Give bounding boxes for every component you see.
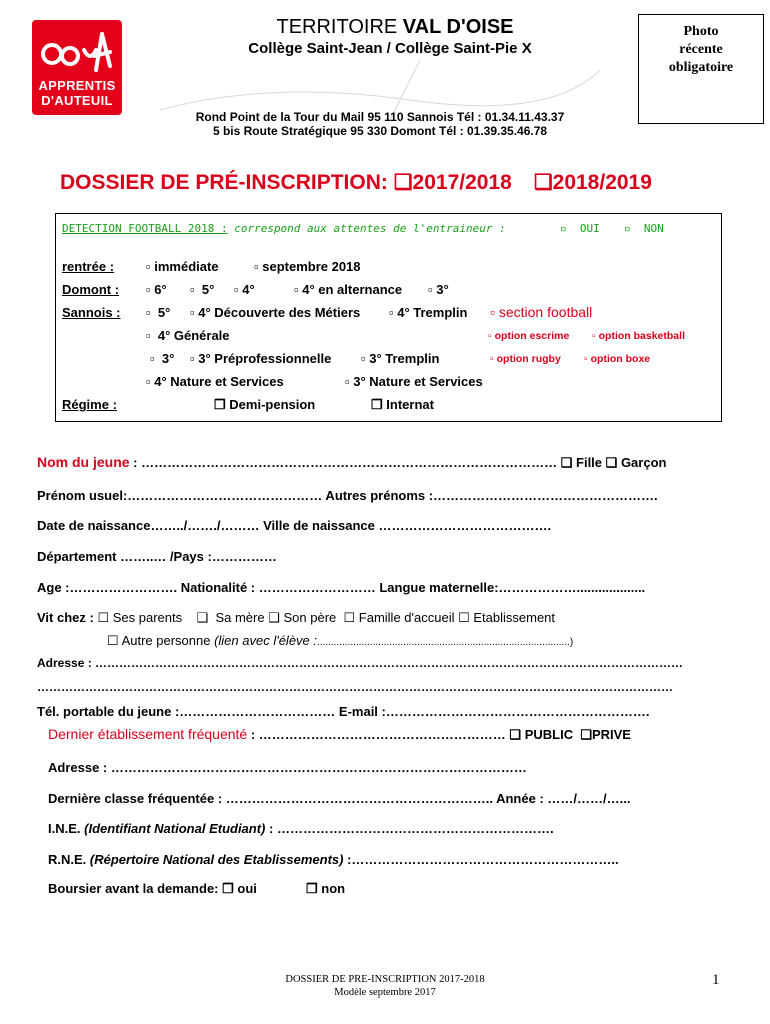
option-basketball-label: option basketball [598,330,685,342]
vit-etablissement-label: Etablissement [473,610,556,625]
detection-non-label: NON [643,222,664,235]
tel-email-field[interactable]: Tél. portable du jeune :……………………………… E-mail :……………………………………………………. [37,704,650,719]
logo-figures-icon [40,26,114,78]
dernier-etab-label: Dernier établissement fréquenté [48,726,248,742]
rentree-immediate[interactable]: ▫ immédiate [146,259,219,274]
adresse-line2[interactable]: …………………………………………………………………………………………………………………………………………… [37,680,673,694]
boursier-oui-label: oui [237,881,257,896]
age-field[interactable]: Age :……………………. Nationalité : ……………………… Langue maternelle:………………................... [37,580,646,595]
sannois-3-label: 3° [161,351,175,366]
detection-label: DETECTION FOOTBALL 2018 : [62,222,228,235]
logo-text-line2: D'AUTEUIL [41,93,113,108]
boursier-field [48,881,257,897]
sannois-4-nature[interactable]: ▫ 4° Nature et Services [146,374,284,389]
domont-4-alternance-label: 4° en alternance [302,282,403,297]
detection-non[interactable]: ▫ NON [624,222,664,235]
adresse-field[interactable]: Adresse : ………………………………………………………………………………………………………………………………… [37,656,684,670]
sannois-3-nature-label: 3° Nature et Services [353,374,483,389]
college-names: Collège Saint-Jean / Collège Saint-Pie X [248,40,532,57]
rne-field[interactable] [48,852,619,867]
rentree-septembre-label: septembre 2018 [262,259,361,274]
territory-prefix: TERRITOIRE [276,16,403,38]
detection-note: correspond aux attentes de l'entraineur : [234,222,506,235]
vit-parents-label: Ses parents [112,610,183,625]
sannois-3-nature[interactable]: ▫ 3° Nature et Services [345,374,483,389]
public-checkbox[interactable]: ❑ PUBLIC [509,727,574,742]
dernier-etab-field[interactable] [48,726,631,743]
vit-parents[interactable]: ☐ Ses parents [97,610,183,625]
prenom-field[interactable]: Prénom usuel:……………………………………… Autres prénoms :……………………………………………. [37,488,658,503]
autre-personne-label: Autre personne [121,633,215,648]
derniere-classe-field[interactable]: Dernière classe fréquentée : …………………………………………………….. Année : ……/……/…... [48,791,631,806]
domont-3[interactable]: ▫ 3° [428,282,449,297]
ine-field[interactable] [48,821,554,836]
domont-5-label: 5° [201,282,215,297]
domont-4-alternance[interactable]: ▫ 4° en alternance [294,282,403,297]
sannois-4-decouverte-label: 4° Découverte des Métiers [198,305,361,320]
address-domont: 5 bis Route Stratégique 95 330 Domont Tél : 01.39.35.46.78 [212,124,548,138]
year2-checkbox[interactable]: ❑ [533,171,553,194]
domont-6[interactable]: ▫ 6° [146,282,167,297]
year1-checkbox[interactable]: ❑ [393,171,413,194]
ine-prefix: I.N.E. [48,821,85,836]
vit-mere-label: Sa mère [215,610,265,625]
vit-etablissement[interactable]: ☐ Etablissement [458,610,556,625]
regime-internat[interactable]: ❒ Internat [371,397,434,412]
vit-pere[interactable]: ❑ Son père [268,610,337,625]
territory-name: VAL D'OISE [402,16,514,38]
sannois-4-nature-label: 4° Nature et Services [154,374,284,389]
dernier-etab-dots: : ………………………………………………… [247,727,510,742]
regime-label: Régime : [62,397,117,412]
demi-pension-label: Demi-pension [229,397,316,412]
title-main: DOSSIER DE PRÉ-INSCRIPTION: [60,171,394,194]
vit-mere[interactable]: ❑ Sa mère [196,610,265,625]
rne-dots: :…………………………………………………….. [343,852,619,867]
prive-label: PRIVE [591,727,631,742]
photo-label-3: obligatoire [668,60,734,75]
apprentis-auteuil-logo [32,20,122,115]
nom-label: Nom du jeune [37,454,130,470]
sannois-5[interactable]: ▫ 5° [146,305,171,320]
address-sannois: Rond Point de la Tour du Mail 95 110 Sannois Tél : 01.34.11.43.37 [195,110,565,124]
option-rugby[interactable]: ▫ option rugby [490,353,561,365]
section-football-label: section football [498,304,593,320]
lien-dots: ...........................................................................................) [317,637,574,648]
lien-label: (lien avec l'élève : [214,633,317,648]
detection-oui[interactable]: ▫ OUI [560,222,600,235]
option-boxe[interactable]: ▫ option boxe [584,353,651,365]
sannois-section-football[interactable]: ▫ section football [490,304,593,320]
option-boxe-label: option boxe [590,353,651,365]
sannois-4-decouverte[interactable]: ▫ 4° Découverte des Métiers [190,305,361,320]
rne-italic: (Répertoire National des Etablissements) [89,852,344,867]
rne-prefix: R.N.E. [48,852,90,867]
domont-4-label: 4° [242,282,255,297]
logo-text-line1: APPRENTIS [38,78,116,93]
sannois-4-tremplin[interactable]: ▫ 4° Tremplin [389,305,468,320]
boursier-oui[interactable]: ❒ oui [222,881,257,896]
vit-famille[interactable]: ☐ Famille d'accueil [343,610,455,625]
title-year1: 2017/2018 [412,171,512,194]
option-rugby-label: option rugby [496,353,561,365]
rentree-septembre[interactable]: ▫ septembre 2018 [254,259,361,274]
adresse-etab-field[interactable]: Adresse : …………………………………………………………………………………… [48,760,527,775]
departement-field[interactable]: Département ……..… /Pays :…………… [37,549,277,564]
page-title [60,170,760,195]
vit-famille-label: Famille d'accueil [358,610,455,625]
autre-personne-field[interactable]: ☐ Autre personne (lien avec l'élève :...........................................................................................) [107,633,574,648]
sannois-3-prepro-label: 3° Préprofessionnelle [198,351,332,366]
photo-label-2: récente [679,42,723,57]
boursier-non-label: non [321,881,346,896]
sannois-4-tremplin-label: 4° Tremplin [397,305,468,320]
domont-4[interactable]: ▫ 4° [234,282,255,297]
sannois-3-prepro[interactable]: ▫ 3° Préprofessionnelle [190,351,332,366]
vit-chez-label: Vit chez : [37,610,98,625]
nom-dots: : …………………………………………………………………………………… [129,455,561,470]
territory-title [200,16,590,39]
boursier-non[interactable]: ❒ non [306,881,346,896]
naissance-field[interactable]: Date de naissance……../……./……… Ville de naissance …………………………………. [37,518,552,533]
footer-title: DOSSIER DE PRE-INSCRIPTION 2017-2018 [285,974,485,985]
garcon-checkbox[interactable]: ❑ Garçon [605,455,667,470]
domont-6-label: 6° [154,282,167,297]
internat-label: Internat [386,397,434,412]
photo-label-1: Photo [683,24,719,39]
fille-checkbox[interactable]: ❑ Fille [560,455,603,470]
garcon-label: Garçon [620,455,667,470]
domont-3-label: 3° [436,282,449,297]
sannois-4-generale-label: 4° Générale [157,328,230,343]
footer-model: Modèle septembre 2017 [334,987,436,998]
boursier-label: Boursier avant la demande: [48,881,223,896]
sannois-3-tremplin[interactable]: ▫ 3° Tremplin [361,351,440,366]
sannois-label: Sannois : [62,305,121,320]
public-label: PUBLIC [524,727,574,742]
rentree-label: rentrée : [62,259,115,274]
option-escrime-label: option escrime [494,330,570,342]
domont-5[interactable]: ▫ 5° [190,282,215,297]
prive-checkbox[interactable]: ❑PRIVE [580,727,631,742]
detection-oui-label: OUI [579,222,600,235]
sannois-3[interactable]: ▫ 3° [150,351,175,366]
domont-label: Domont : [62,282,120,297]
ine-italic: (Identifiant National Etudiant) [84,821,266,836]
regime-demi-pension[interactable]: ❒ Demi-pension [214,397,316,412]
photo-box[interactable] [638,14,764,124]
nom-field[interactable] [37,454,666,471]
sannois-3-tremplin-label: 3° Tremplin [369,351,440,366]
rentree-immediate-label: immédiate [154,259,219,274]
sannois-5-label: 5° [157,305,171,320]
detection-football [62,222,506,235]
title-year2: 2018/2019 [552,171,652,194]
option-escrime[interactable]: ▫ option escrime [488,330,570,342]
vit-pere-label: Son père [283,610,337,625]
option-basketball[interactable]: ▫ option basketball [592,330,685,342]
page-number: 1 [712,972,720,988]
sannois-4-generale[interactable]: ▫ 4° Générale [146,328,230,343]
ine-dots: : ………………………………………………………. [265,821,554,836]
fille-label: Fille [576,455,603,470]
vit-chez-field [37,610,555,626]
